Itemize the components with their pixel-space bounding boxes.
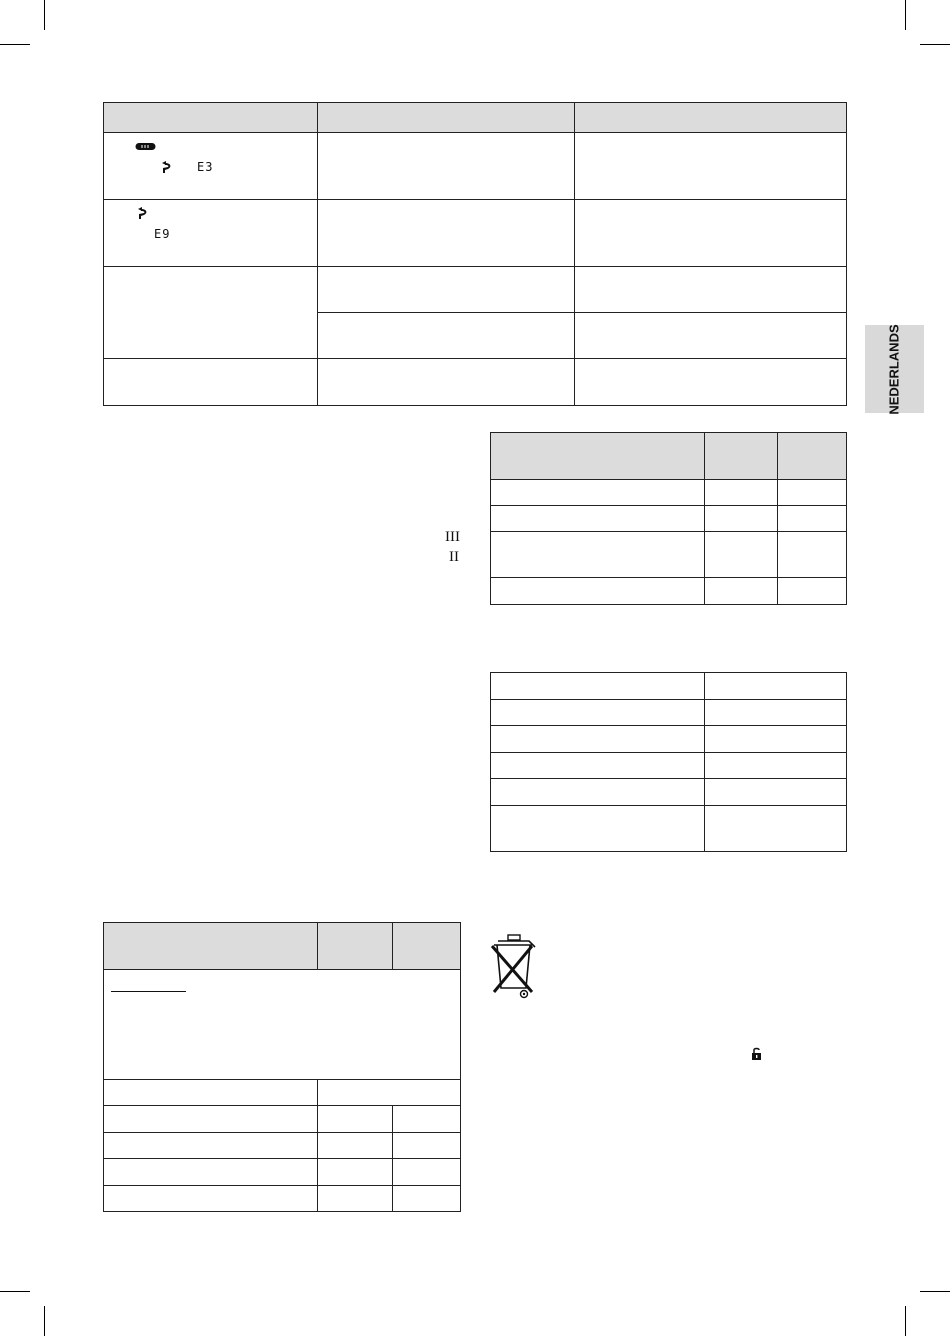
table-cell	[317, 267, 575, 313]
table-cell	[491, 673, 705, 700]
table-cell	[705, 753, 847, 779]
table-header-cell	[104, 923, 318, 970]
table-cell	[393, 1186, 461, 1212]
crop-mark	[920, 1291, 950, 1292]
table-cell	[104, 1186, 318, 1212]
table-cell	[393, 1133, 461, 1159]
table-cell	[318, 1080, 461, 1106]
table-cell	[491, 532, 705, 578]
table-cell	[575, 359, 847, 406]
table-cell	[491, 779, 705, 806]
underlined-heading-line	[111, 991, 186, 992]
table-cell	[491, 726, 705, 753]
table-cell	[104, 1133, 318, 1159]
table-cell	[317, 133, 575, 200]
crop-mark	[44, 1306, 45, 1336]
table-cell	[393, 1106, 461, 1133]
table-cell	[104, 359, 318, 406]
technical-data-table	[490, 672, 847, 852]
table-cell	[491, 578, 705, 605]
table-cell	[491, 480, 705, 506]
table-cell	[491, 806, 705, 852]
table-header-cell	[778, 433, 847, 480]
table-header-cell	[104, 103, 318, 133]
crop-mark	[0, 44, 30, 45]
battery-icon	[135, 142, 157, 152]
table-cell	[104, 1106, 318, 1133]
table-header-cell	[318, 923, 393, 970]
crop-mark	[920, 44, 950, 45]
table-cell	[575, 267, 847, 313]
table-cell	[317, 359, 575, 406]
water-drop-icon	[159, 161, 175, 175]
table-cell	[318, 1159, 393, 1186]
table-header-cell	[491, 433, 705, 480]
table-cell	[705, 726, 847, 753]
table-cell	[705, 673, 847, 700]
crop-mark	[0, 1291, 30, 1292]
table-cell	[778, 532, 847, 578]
error-code-e9: E9	[154, 227, 171, 241]
table-cell	[491, 700, 705, 726]
water-drop-icon	[135, 207, 151, 221]
table-cell	[318, 1133, 393, 1159]
table-cell	[491, 753, 705, 779]
error-code-e3: E3	[197, 160, 214, 174]
setting-level-three: III	[445, 529, 460, 545]
table-cell	[104, 1159, 318, 1186]
table-cell	[575, 313, 847, 359]
crop-mark	[905, 1306, 906, 1336]
table-header-cell	[317, 103, 575, 133]
table-cell	[104, 267, 318, 359]
troubleshooting-table	[103, 102, 847, 406]
table-cell	[705, 532, 778, 578]
settings-table	[103, 922, 461, 1212]
table-cell	[705, 578, 778, 605]
crop-mark	[905, 0, 906, 30]
table-header-cell	[393, 923, 461, 970]
table-cell	[705, 779, 847, 806]
table-cell	[317, 313, 575, 359]
table-cell	[318, 1106, 393, 1133]
table-cell	[705, 806, 847, 852]
table-header-cell	[575, 103, 847, 133]
table-cell	[575, 133, 847, 200]
table-cell	[317, 200, 575, 267]
table-cell	[705, 506, 778, 532]
table-cell	[778, 578, 847, 605]
table-cell	[318, 1186, 393, 1212]
unlocked-padlock-icon	[751, 1047, 762, 1061]
table-cell	[705, 480, 778, 506]
table-cell	[491, 506, 705, 532]
crop-mark	[44, 0, 45, 30]
language-tab-label: NEDERLANDS	[887, 323, 903, 415]
table-header-cell	[705, 433, 778, 480]
crossed-out-wheelie-bin-icon	[488, 932, 540, 1000]
table-cell	[575, 200, 847, 267]
table-cell	[778, 506, 847, 532]
table-cell	[705, 700, 847, 726]
setting-level-two: II	[449, 549, 459, 565]
table-cell	[104, 1080, 318, 1106]
language-tab	[865, 325, 924, 413]
table-cell	[393, 1159, 461, 1186]
specification-table	[490, 432, 847, 605]
table-cell	[104, 970, 461, 1080]
table-cell	[778, 480, 847, 506]
